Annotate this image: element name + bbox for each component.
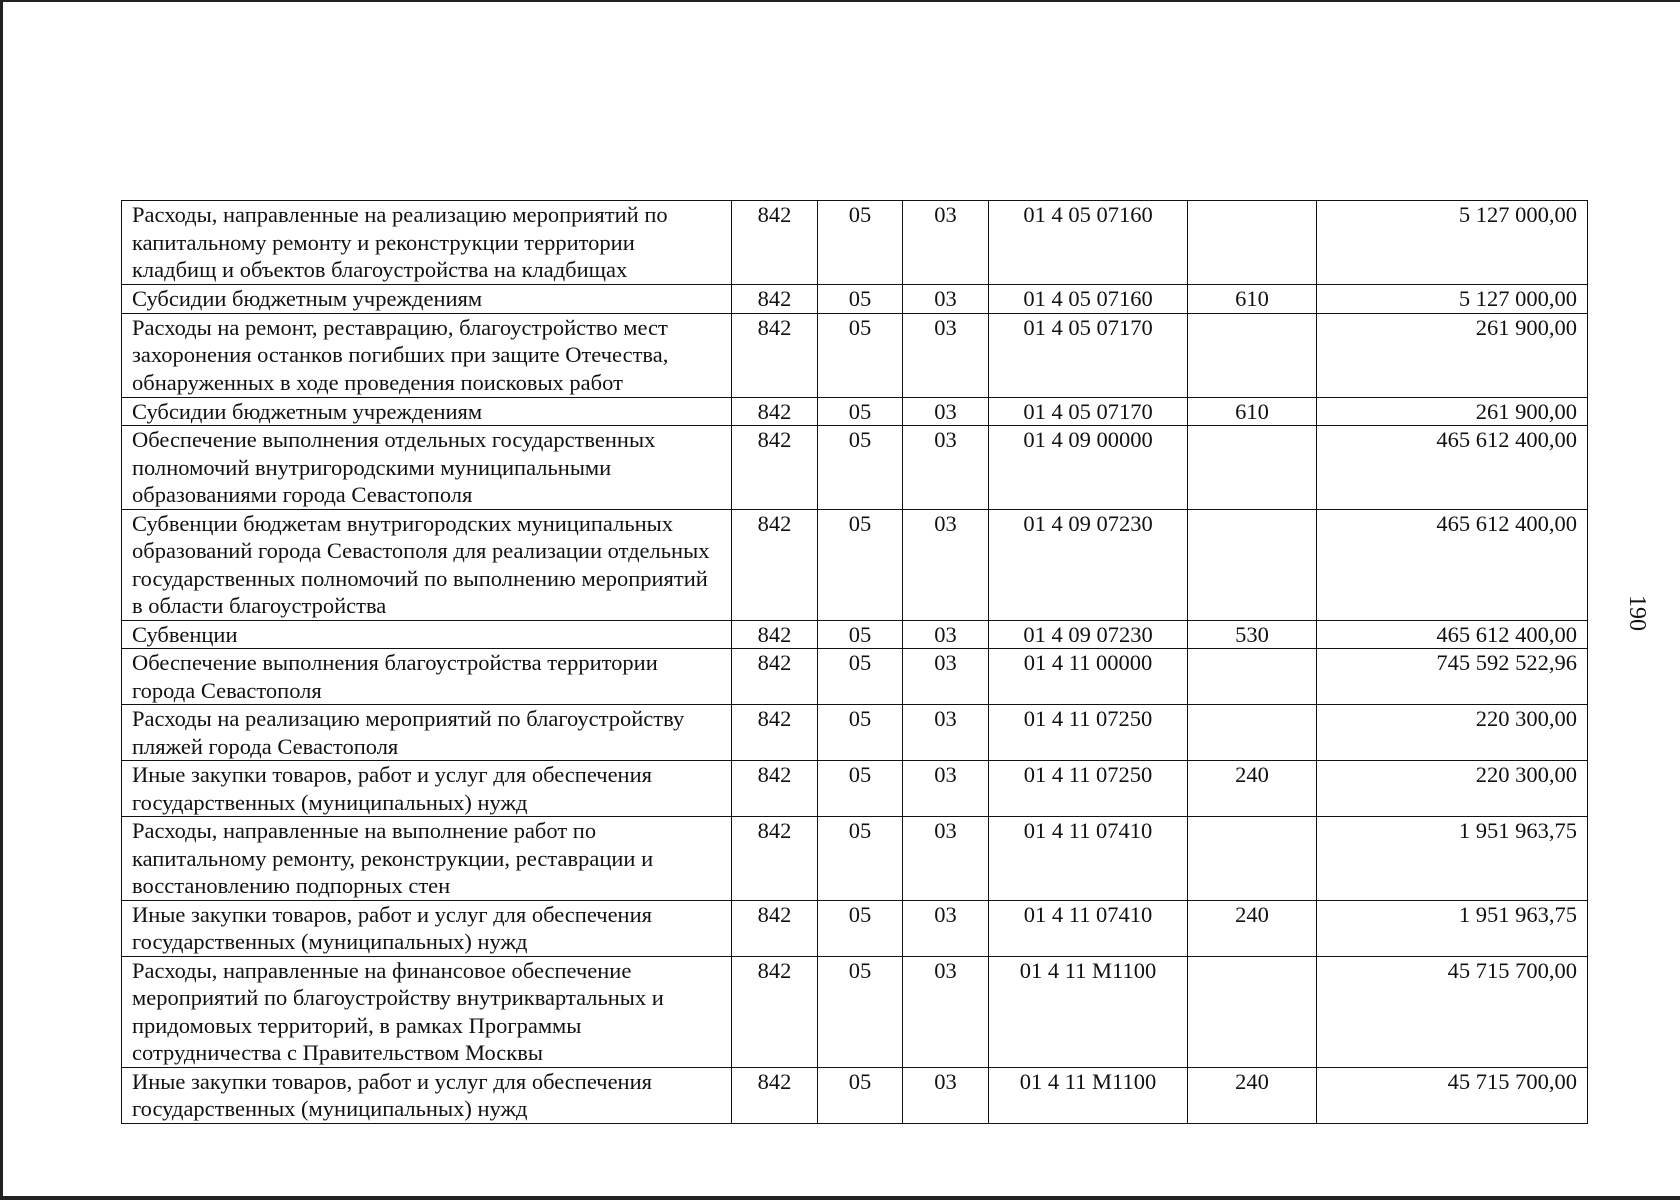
row-expense-type-cell <box>1188 509 1317 620</box>
row-name-cell: Обеспечение выполнения отдельных государственных полномочий внутригородскими муниципальными образованиями города Севастополя <box>122 426 732 510</box>
row-subsection-cell: 03 <box>903 705 989 761</box>
row-amount-cell: 261 900,00 <box>1317 313 1588 397</box>
row-name-cell: Субвенции <box>122 620 732 649</box>
row-subsection-cell: 03 <box>903 900 989 956</box>
row-target-article-cell: 01 4 05 07160 <box>989 201 1188 285</box>
row-subsection-cell: 03 <box>903 285 989 314</box>
row-subsection-cell: 03 <box>903 649 989 705</box>
row-expense-type-cell: 530 <box>1188 620 1317 649</box>
row-grbs-cell: 842 <box>732 426 818 510</box>
row-target-article-cell: 01 4 05 07170 <box>989 397 1188 426</box>
row-subsection-cell: 03 <box>903 313 989 397</box>
row-amount-cell: 220 300,00 <box>1317 761 1588 817</box>
table-row <box>122 313 1588 397</box>
row-amount-cell: 45 715 700,00 <box>1317 1067 1588 1123</box>
table-row <box>122 285 1588 314</box>
row-amount-cell: 465 612 400,00 <box>1317 620 1588 649</box>
table-row <box>122 817 1588 901</box>
row-expense-type-cell <box>1188 649 1317 705</box>
row-target-article-cell: 01 4 11 07250 <box>989 705 1188 761</box>
row-name-cell: Расходы на ремонт, реставрацию, благоустройство мест захоронения останков погибших при защите Отечества, обнаруженных в ходе проведения поисковых работ <box>122 313 732 397</box>
row-name-cell: Иные закупки товаров, работ и услуг для обеспечения государственных (муниципальных) нужд <box>122 1067 732 1123</box>
row-target-article-cell: 01 4 11 М1100 <box>989 956 1188 1067</box>
row-section-cell: 05 <box>818 313 903 397</box>
table-body <box>122 201 1588 1124</box>
row-target-article-cell: 01 4 11 07410 <box>989 817 1188 901</box>
row-grbs-cell: 842 <box>732 313 818 397</box>
row-expense-type-cell: 240 <box>1188 1067 1317 1123</box>
row-target-article-cell: 01 4 11 М1100 <box>989 1067 1188 1123</box>
table-row <box>122 509 1588 620</box>
table-row <box>122 620 1588 649</box>
scan-left-border <box>0 0 3 1200</box>
row-section-cell: 05 <box>818 509 903 620</box>
row-expense-type-cell: 240 <box>1188 761 1317 817</box>
row-target-article-cell: 01 4 11 00000 <box>989 649 1188 705</box>
row-grbs-cell: 842 <box>732 705 818 761</box>
table-row <box>122 426 1588 510</box>
row-expense-type-cell: 240 <box>1188 900 1317 956</box>
row-amount-cell: 5 127 000,00 <box>1317 201 1588 285</box>
row-name-cell: Иные закупки товаров, работ и услуг для обеспечения государственных (муниципальных) нужд <box>122 900 732 956</box>
row-amount-cell: 1 951 963,75 <box>1317 817 1588 901</box>
row-section-cell: 05 <box>818 705 903 761</box>
row-section-cell: 05 <box>818 761 903 817</box>
row-expense-type-cell: 610 <box>1188 285 1317 314</box>
budget-table <box>121 200 1588 1124</box>
row-expense-type-cell <box>1188 705 1317 761</box>
row-name-cell: Иные закупки товаров, работ и услуг для обеспечения государственных (муниципальных) нужд <box>122 761 732 817</box>
table-row <box>122 1067 1588 1123</box>
scan-bottom-border <box>0 1196 1680 1200</box>
row-expense-type-cell <box>1188 817 1317 901</box>
row-amount-cell: 745 592 522,96 <box>1317 649 1588 705</box>
row-section-cell: 05 <box>818 620 903 649</box>
table-row <box>122 649 1588 705</box>
row-grbs-cell: 842 <box>732 397 818 426</box>
row-target-article-cell: 01 4 09 07230 <box>989 620 1188 649</box>
row-subsection-cell: 03 <box>903 1067 989 1123</box>
row-grbs-cell: 842 <box>732 817 818 901</box>
row-name-cell: Субсидии бюджетным учреждениям <box>122 285 732 314</box>
table-row <box>122 900 1588 956</box>
row-section-cell: 05 <box>818 817 903 901</box>
table-row <box>122 705 1588 761</box>
table-row <box>122 201 1588 285</box>
row-subsection-cell: 03 <box>903 956 989 1067</box>
row-name-cell: Расходы, направленные на реализацию мероприятий по капитальному ремонту и реконструкции территории кладбищ и объектов благоустройства на кладбищах <box>122 201 732 285</box>
row-target-article-cell: 01 4 11 07410 <box>989 900 1188 956</box>
row-section-cell: 05 <box>818 201 903 285</box>
row-grbs-cell: 842 <box>732 620 818 649</box>
row-grbs-cell: 842 <box>732 285 818 314</box>
row-expense-type-cell <box>1188 956 1317 1067</box>
row-section-cell: 05 <box>818 285 903 314</box>
row-section-cell: 05 <box>818 397 903 426</box>
row-target-article-cell: 01 4 05 07170 <box>989 313 1188 397</box>
row-name-cell: Субсидии бюджетным учреждениям <box>122 397 732 426</box>
row-amount-cell: 1 951 963,75 <box>1317 900 1588 956</box>
row-target-article-cell: 01 4 09 00000 <box>989 426 1188 510</box>
row-section-cell: 05 <box>818 649 903 705</box>
row-subsection-cell: 03 <box>903 817 989 901</box>
row-amount-cell: 261 900,00 <box>1317 397 1588 426</box>
row-section-cell: 05 <box>818 426 903 510</box>
row-grbs-cell: 842 <box>732 761 818 817</box>
row-grbs-cell: 842 <box>732 900 818 956</box>
row-expense-type-cell <box>1188 201 1317 285</box>
row-name-cell: Расходы на реализацию мероприятий по благоустройству пляжей города Севастополя <box>122 705 732 761</box>
row-amount-cell: 465 612 400,00 <box>1317 426 1588 510</box>
row-name-cell: Субвенции бюджетам внутригородских муниципальных образований города Севастополя для реализации отдельных государственных полномочий по выполнению мероприятий в области благоустройства <box>122 509 732 620</box>
row-section-cell: 05 <box>818 956 903 1067</box>
row-expense-type-cell <box>1188 426 1317 510</box>
row-amount-cell: 220 300,00 <box>1317 705 1588 761</box>
row-grbs-cell: 842 <box>732 201 818 285</box>
row-subsection-cell: 03 <box>903 509 989 620</box>
row-subsection-cell: 03 <box>903 761 989 817</box>
row-name-cell: Расходы, направленные на финансовое обеспечение мероприятий по благоустройству внутриквартальных и придомовых территорий, в рамках Программы сотрудничества с Правительством Москвы <box>122 956 732 1067</box>
row-grbs-cell: 842 <box>732 649 818 705</box>
row-amount-cell: 45 715 700,00 <box>1317 956 1588 1067</box>
row-grbs-cell: 842 <box>732 509 818 620</box>
row-subsection-cell: 03 <box>903 397 989 426</box>
row-subsection-cell: 03 <box>903 426 989 510</box>
row-grbs-cell: 842 <box>732 956 818 1067</box>
row-section-cell: 05 <box>818 900 903 956</box>
row-expense-type-cell: 610 <box>1188 397 1317 426</box>
row-grbs-cell: 842 <box>732 1067 818 1123</box>
row-subsection-cell: 03 <box>903 201 989 285</box>
row-amount-cell: 465 612 400,00 <box>1317 509 1588 620</box>
row-name-cell: Расходы, направленные на выполнение работ по капитальному ремонту, реконструкции, реставрации и восстановлению подпорных стен <box>122 817 732 901</box>
row-section-cell: 05 <box>818 1067 903 1123</box>
row-target-article-cell: 01 4 11 07250 <box>989 761 1188 817</box>
row-target-article-cell: 01 4 09 07230 <box>989 509 1188 620</box>
row-expense-type-cell <box>1188 313 1317 397</box>
row-amount-cell: 5 127 000,00 <box>1317 285 1588 314</box>
row-subsection-cell: 03 <box>903 620 989 649</box>
table-row <box>122 956 1588 1067</box>
row-name-cell: Обеспечение выполнения благоустройства территории города Севастополя <box>122 649 732 705</box>
table-row <box>122 397 1588 426</box>
scan-top-border <box>0 0 1680 2</box>
table-row <box>122 761 1588 817</box>
page-number: 190 <box>1624 595 1650 631</box>
row-target-article-cell: 01 4 05 07160 <box>989 285 1188 314</box>
